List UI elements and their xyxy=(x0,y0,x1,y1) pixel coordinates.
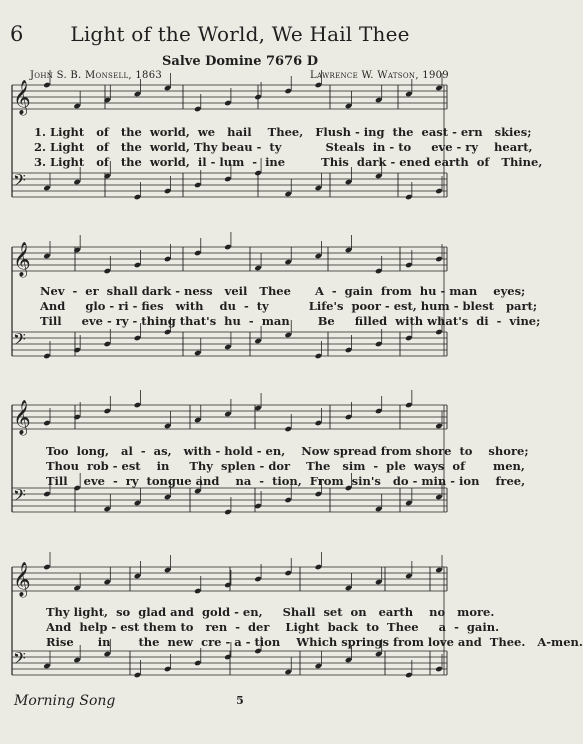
bass-clef-icon: 𝄢 xyxy=(13,329,26,353)
lyric-line: Till eve - ry - thing that's hu - man Be filled with what's di - vine; xyxy=(40,314,541,328)
bass-clef-icon: 𝄢 xyxy=(13,648,26,672)
hymn-title: Light of the World, We Hail Thee xyxy=(70,22,410,46)
bass-clef-icon: 𝄢 xyxy=(13,170,26,194)
lyric-line: 1. Light of the world, we hail Thee, Flush - ing the east - ern skies; xyxy=(34,125,532,139)
lyric-line: Too long, al - as, with - hold - en, Now spread from shore to shore; xyxy=(46,444,529,458)
lyric-line: 3. Light of the world, il - lum - ine This dark - ened earth of Thine, xyxy=(34,155,543,169)
lyric-line: And glo - ri - fies with du - ty Life's poor - est, hum - blest part; xyxy=(40,299,538,313)
footer-tune-name: Morning Song xyxy=(14,693,116,709)
treble-clef-icon: 𝄞 xyxy=(13,80,31,115)
composer-credit: Lawrence W. Watson, 1909 xyxy=(310,70,449,81)
tune-name-meter: Salve Domine 7676 D xyxy=(162,54,318,69)
hymn-number: 6 xyxy=(10,22,24,46)
lyric-line: Till eve - ry tongue and na - tion, From sin's do - min - ion free, xyxy=(46,474,526,488)
treble-clef-icon: 𝄞 xyxy=(13,242,31,277)
lyric-line: Nev - er shall dark - ness veil Thee A - gain from hu - man eyes; xyxy=(40,284,526,298)
lyric-line: Rise in the new cre - a - tion Which springs from love and Thee. A-men. xyxy=(46,635,583,649)
treble-clef-icon: 𝄞 xyxy=(13,562,31,597)
page-number: 5 xyxy=(236,694,244,707)
treble-clef-icon: 𝄞 xyxy=(13,400,31,435)
lyric-line: Thy light, so glad and gold - en, Shall set on earth no more. xyxy=(46,605,495,619)
bass-clef-icon: 𝄢 xyxy=(13,485,26,509)
lyric-line: And help - est them to ren - der Light back to Thee a - gain. xyxy=(46,620,500,634)
author-credit: John S. B. Monsell, 1863 xyxy=(30,70,163,81)
lyric-line: Thou rob - est in Thy splen - dor The sim - ple ways of men, xyxy=(46,459,525,473)
lyric-line: 2. Light of the world, Thy beau - ty Steals in - to eve - ry heart, xyxy=(34,140,533,154)
